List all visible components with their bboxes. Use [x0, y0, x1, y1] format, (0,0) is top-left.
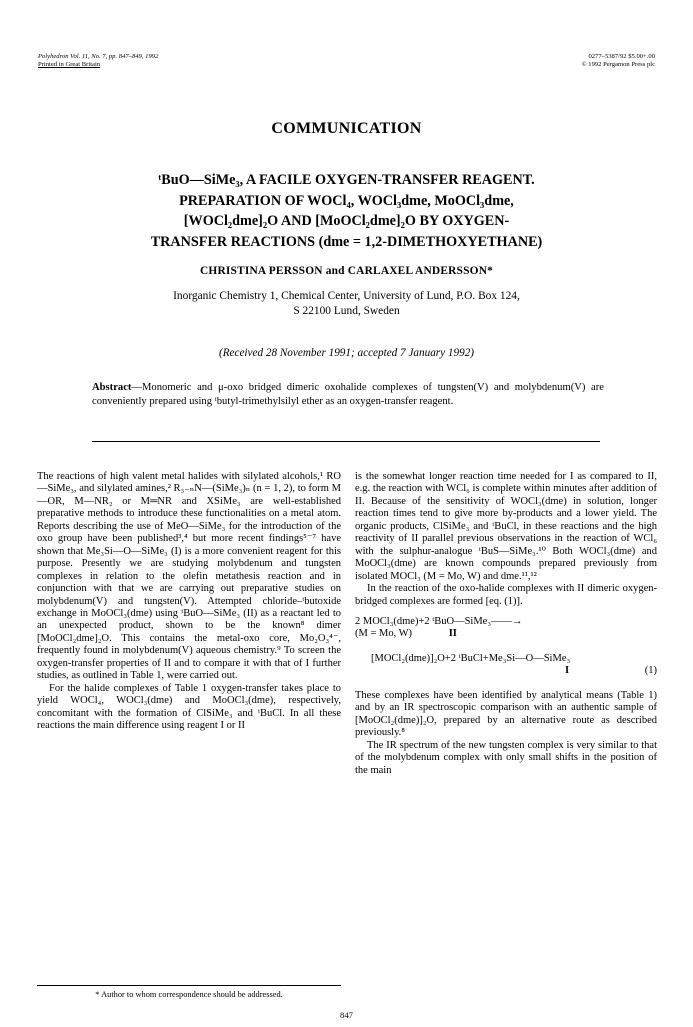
body-paragraph: is the somewhat longer reaction time needed for I as compared to II, e.g. the reaction with WCl₆ is complete within minutes after addition of II. Because of the sensitivity of WOCl₃(dme) in solution, longer reaction times tend to give more by-products and a lower yield. The organic products, ClSiMe₃ and ᵗBuCl, in these reactions and the high reactivity of II parallel previous observations in the reaction of WCl₆ with the sulphur-analogue ᵗBuS—SiMe₃.¹⁰ Both WOCl₃(dme) and MoOCl₃(dme) are known compounds prepared previously from isolated MOCl₃ (M = Mo, W) and dme.¹¹,¹² [355, 471, 657, 582]
body-paragraph: These complexes have been identified by analytical means (Table 1) and by an IR spectroscopic comparison with an authentic sample of [MoOCl₂(dme)]₂O, prepared by an alternative route as described previously.⁸ [355, 689, 657, 739]
equation-spacer [355, 641, 657, 653]
abstract-divider [92, 441, 600, 442]
equation-line: [MOCl₂(dme)]₂O+2 ᵗBuCl+Me₃Si—O—SiMe₃ [371, 652, 571, 664]
equation-after-spacer [355, 678, 657, 690]
journal-header-left [38, 53, 158, 68]
journal-header-right [582, 53, 655, 68]
price-line: 0277–5387/92 $5.00+.00 [588, 53, 655, 60]
body-paragraph: The reactions of high valent metal halides with silylated alcohols,¹ RO—SiMe₃, and silylated amines,² R₃₋ₙN—(SiMe₃)ₙ (n = 1, 2), to form M—OR, M—NR₂ or M═NR and XSiMe₃ are well-established preparative methods to introduce these functionalities on a metal atom. Reports describing the use of MeO—SiMe₃ for the introduction of the oxo group have been published³,⁴ but more recent findings⁵⁻⁷ have shown that Me₃Si—O—SiMe₃ (I) is a more convenient reagent for this purpose. Presently we are studying molybdenum and tungsten complexes in relation to the olefin metathesis reaction and in conjunction with that we are carrying out preparative studies on molybdenum(V) and tungsten(V). Attempted chloride–ᵗbutoxide exchange in MoOCl₃(dme) using ᵗBuO—SiMe₃ (II) as a reactant led to an unexpected product, shown to be the known⁸ dimer [MoOCl₂dme]₂O. This contains the metal-oxo core, Mo₂O₃⁴⁻, frequently found in molybdenum(V) aqueous chemistry.⁹ To screen the oxygen-transfer properties of II and to compare it with that of I further studies, as outlined in Table 1, were carried out. [37, 471, 341, 682]
journal-citation: Polyhedron Vol. 11, No. 7, pp. 847–849, 1992 [38, 53, 159, 60]
section-heading: COMMUNICATION [271, 120, 422, 137]
received-dates: (Received 28 November 1991; accepted 7 January 1992) [218, 347, 475, 359]
equation-line [355, 665, 657, 677]
affiliation-line: Inorganic Chemistry 1, Chemical Center, University of Lund, P.O. Box 124, [173, 290, 520, 302]
article-title [60, 170, 633, 252]
body-column-left [37, 471, 341, 733]
title-line: [WOCl₂dme]₂O AND [MoOCl₂dme]₂O BY OXYGEN- [183, 213, 510, 229]
body-column-right [355, 471, 657, 777]
equation-reagent-label: II [448, 628, 457, 640]
affiliation [60, 289, 633, 318]
equation-line [355, 628, 657, 640]
equation-1 [355, 616, 657, 678]
footnote: * Author to whom correspondence should be addressed. [95, 990, 283, 999]
abstract [92, 381, 604, 409]
affiliation-line: S 22100 Lund, Sweden [293, 304, 400, 317]
printed-in-line: Printed in Great Britain [38, 60, 101, 68]
equation-condition: (M = Mo, W) [355, 628, 413, 640]
author-list: CHRISTINA PERSSON and CARLAXEL ANDERSSON* [199, 265, 494, 277]
body-paragraph: For the halide complexes of Table 1 oxygen-transfer takes place to yield WOCl₄, WOCl₃(dme) and MoOCl₃(dme), respectively, concomitant with the formation of ClSiMe₃ and ᵗBuCl. In all these reactions the main difference using reagent I or II [37, 682, 341, 732]
footnote-divider [37, 985, 341, 986]
abstract-label: Abstract [92, 382, 132, 393]
page-number: 847 [340, 1010, 353, 1020]
title-line: TRANSFER REACTIONS (dme = 1,2-DIMETHOXYETHANE) [150, 233, 543, 250]
body-paragraph: In the reaction of the oxo-halide complexes with II dimeric oxygen-bridged complexes are formed [eq. (1)]. [355, 583, 657, 607]
equation-line: 2 MOCl₃(dme)+2 ᵗBuO—SiMe₃——→ [355, 615, 523, 627]
copyright-line: © 1992 Pergamon Press plc [581, 60, 655, 68]
equation-number: (1) [644, 665, 657, 677]
equation-product-label: I [565, 665, 570, 677]
body-paragraph: The IR spectrum of the new tungsten complex is very similar to that of the molybdenum complex with only small shifts in the position of the main [355, 739, 657, 776]
abstract-text: —Monomeric and μ-oxo bridged dimeric oxohalide complexes of tungsten(V) and molybdenum(V) are conveniently prepared using ᵗbutyl-trimethylsilyl ether as an oxygen-transfer reagent. [92, 382, 604, 408]
title-line: PREPARATION OF WOCl₄, WOCl₃dme, MoOCl₃dme, [179, 192, 514, 209]
title-line: ᵗBuO—SiMe₃, A FACILE OXYGEN-TRANSFER REAGENT. [158, 172, 535, 188]
